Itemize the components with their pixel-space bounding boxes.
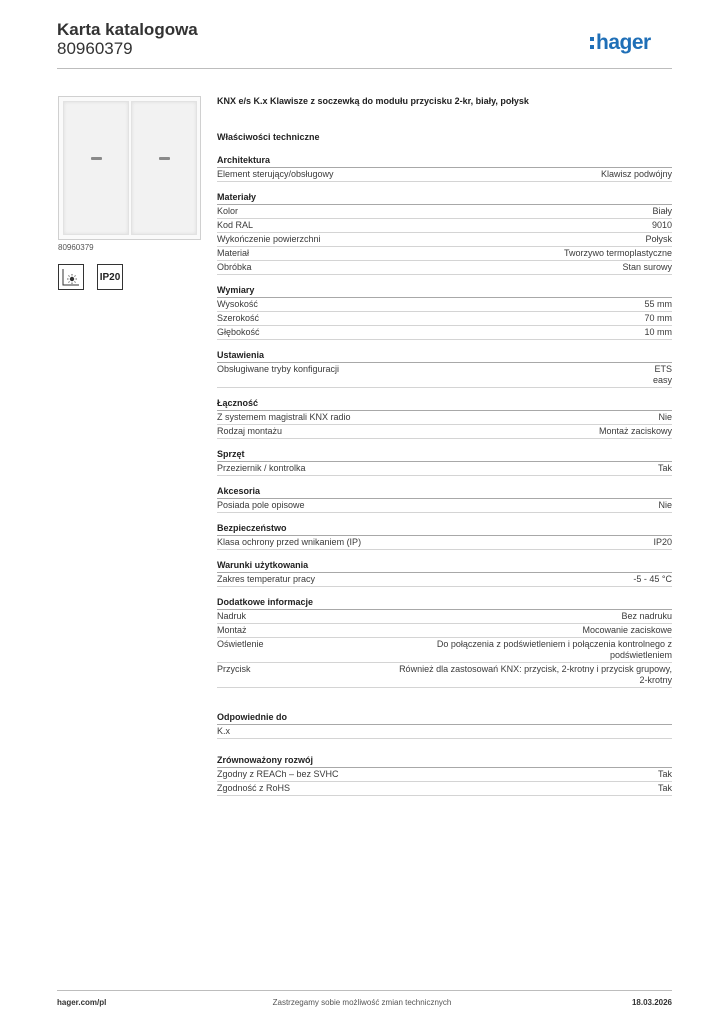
spec-row [217,663,672,688]
spec-value-line: Tak [657,783,672,793]
spec-key: Posiada pole opisowe [217,500,305,510]
spec-key: Oświetlenie [217,639,264,649]
spec-key: Kolor [217,206,239,216]
spec-key: Zgodny z REACh – bez SVHC [217,769,339,779]
spec-row [217,326,672,340]
spec-value [658,783,672,794]
spec-row [217,782,672,796]
spec-section [217,155,672,182]
ip20-label: IP20 [99,271,121,283]
left-rocker [63,101,129,235]
spec-row [217,219,672,233]
spec-value-line: Montaż zaciskowy [598,426,672,436]
spec-value-line: Biały [652,206,672,216]
footer-date: 18.03.2026 [631,998,672,1007]
spec-value [652,206,672,217]
spec-row [217,768,672,782]
spec-value [399,664,672,686]
spec-section [217,398,672,439]
spec-value [653,537,672,548]
logo-text: hager [596,31,651,54]
product-title: KNX e/s K.x Klawisze z soczewką do modułu przycisku 2-kr, biały, połysk [217,96,529,106]
spec-value [622,262,672,273]
spec-row [217,233,672,247]
spec-value-line: podświetleniem [609,650,672,660]
spec-key: Montaż [217,625,247,635]
spec-value-line: Stan surowy [622,262,672,272]
spec-key: Klasa ochrony przed wnikaniem (IP) [217,537,362,547]
spec-row [217,638,672,663]
spec-value [658,500,672,511]
spec-section [217,350,672,388]
hager-logo [590,26,674,58]
header-divider [57,68,672,69]
spec-section [217,285,672,340]
spec-value-line: Nie [658,500,672,510]
spec-value-line: -5 - 45 °C [633,574,672,584]
section-title: Dodatkowe informacje [217,597,672,610]
document-title: Karta katalogowa [57,20,198,39]
spec-value-line: Również dla zastosowań KNX: przycisk, 2-krotny i przycisk grupowy, [399,664,672,674]
spec-row [217,247,672,261]
spec-row [217,624,672,638]
footer-disclaimer: Zastrzegamy sobie możliwość zmian technicznych [272,998,452,1007]
spec-value-line: Tworzywo termoplastyczne [563,248,672,258]
sustainability-section [217,755,672,796]
spec-value [652,220,672,231]
indoor-light-icon [59,265,83,289]
product-image [58,96,201,240]
spec-key: Zakres temperatur pracy [217,574,316,584]
spec-value [653,364,672,386]
section-title: Bezpieczeństwo [217,523,672,536]
spec-value-line: Tak [657,769,672,779]
spec-key: Obsługiwane tryby konfiguracji [217,364,340,374]
spec-section [217,560,672,587]
spec-value-line: Tak [657,463,672,473]
spec-value-line: 70 mm [644,313,672,323]
spec-value [658,412,672,423]
main-content [217,96,672,806]
section-title: Sprzęt [217,449,672,462]
section-title: Akcesoria [217,486,672,499]
spec-section [217,192,672,275]
spec-value [601,169,672,180]
section-title: Ustawienia [217,350,672,363]
spec-value [644,299,672,310]
spec-value-line: Mocowanie zaciskowe [582,625,672,635]
spec-value-line: Bez nadruku [621,611,672,621]
spec-row [217,168,672,182]
section-title: Zrównoważony rozwój [217,755,672,768]
spec-section [217,486,672,513]
section-title: Architektura [217,155,672,168]
spec-section [217,449,672,476]
spec-key: Przycisk [217,664,251,674]
section-title: Łączność [217,398,672,411]
right-rocker [131,101,197,235]
ip20-badge [97,264,123,290]
spec-row [217,725,672,739]
spec-key: Przeziernik / kontrolka [217,463,306,473]
spec-value [658,463,672,474]
spec-key: Obróbka [217,262,252,272]
spec-key: Głębokość [217,327,260,337]
spec-value-line: 10 mm [644,327,672,337]
spec-section [217,523,672,550]
spec-row [217,610,672,624]
spec-key: Zgodność z RoHS [217,783,291,793]
spec-value [582,625,672,636]
spec-key: Szerokość [217,313,260,323]
spec-value-line: Nie [658,412,672,422]
spec-row [217,425,672,439]
footer-divider [57,990,672,991]
suitable-section [217,712,672,739]
spec-row [217,536,672,550]
section-title: Wymiary [217,285,672,298]
spec-row [217,261,672,275]
spec-key: Kod RAL [217,220,254,230]
spec-key: Nadruk [217,611,247,621]
document-product-code: 80960379 [57,39,133,58]
spec-value-line: 2-krotny [639,675,672,685]
spec-value [644,313,672,324]
spec-value-line: easy [652,375,672,385]
spec-row [217,411,672,425]
spec-value [621,611,672,622]
spec-key: Rodzaj montażu [217,426,283,436]
spec-value-line: Połysk [645,234,672,244]
indoor-use-badge [58,264,84,290]
spec-key: Wykończenie powierzchni [217,234,321,244]
spec-value-line: 9010 [651,220,672,230]
spec-value-line: IP20 [653,537,672,547]
spec-row [217,462,672,476]
spec-key: Element sterujący/obsługowy [217,169,334,179]
spec-row [217,298,672,312]
right-lens [159,157,170,160]
spec-value [633,574,672,585]
spec-value [437,639,672,661]
section-title: Odpowiednie do [217,712,672,725]
spec-row [217,499,672,513]
spec-section [217,597,672,688]
spec-key: Z systemem magistrali KNX radio [217,412,351,422]
spec-row [217,312,672,326]
spec-value-line: ETS [654,364,672,374]
spec-row [217,205,672,219]
spec-row [217,363,672,388]
spec-value-line: Do połączenia z podświetleniem i połączenia kontrolnego z [436,639,672,649]
technical-properties-title: Właściwości techniczne [217,132,320,142]
spec-key: Materiał [217,248,250,258]
spec-value-line: 55 mm [644,299,672,309]
footer-website-link[interactable]: hager.com/pl [57,998,107,1007]
spec-key: K.x [217,726,231,736]
spec-row [217,573,672,587]
spec-value-line: Klawisz podwójny [600,169,672,179]
spec-value [564,248,672,259]
spec-key: Wysokość [217,299,258,309]
spec-value [658,769,672,780]
left-lens [91,157,102,160]
image-caption: 80960379 [58,243,94,252]
section-title: Materiały [217,192,672,205]
spec-value [599,426,672,437]
spec-value [645,234,672,245]
section-title: Warunki użytkowania [217,560,672,573]
spec-value [644,327,672,338]
spec-sections [217,155,672,688]
